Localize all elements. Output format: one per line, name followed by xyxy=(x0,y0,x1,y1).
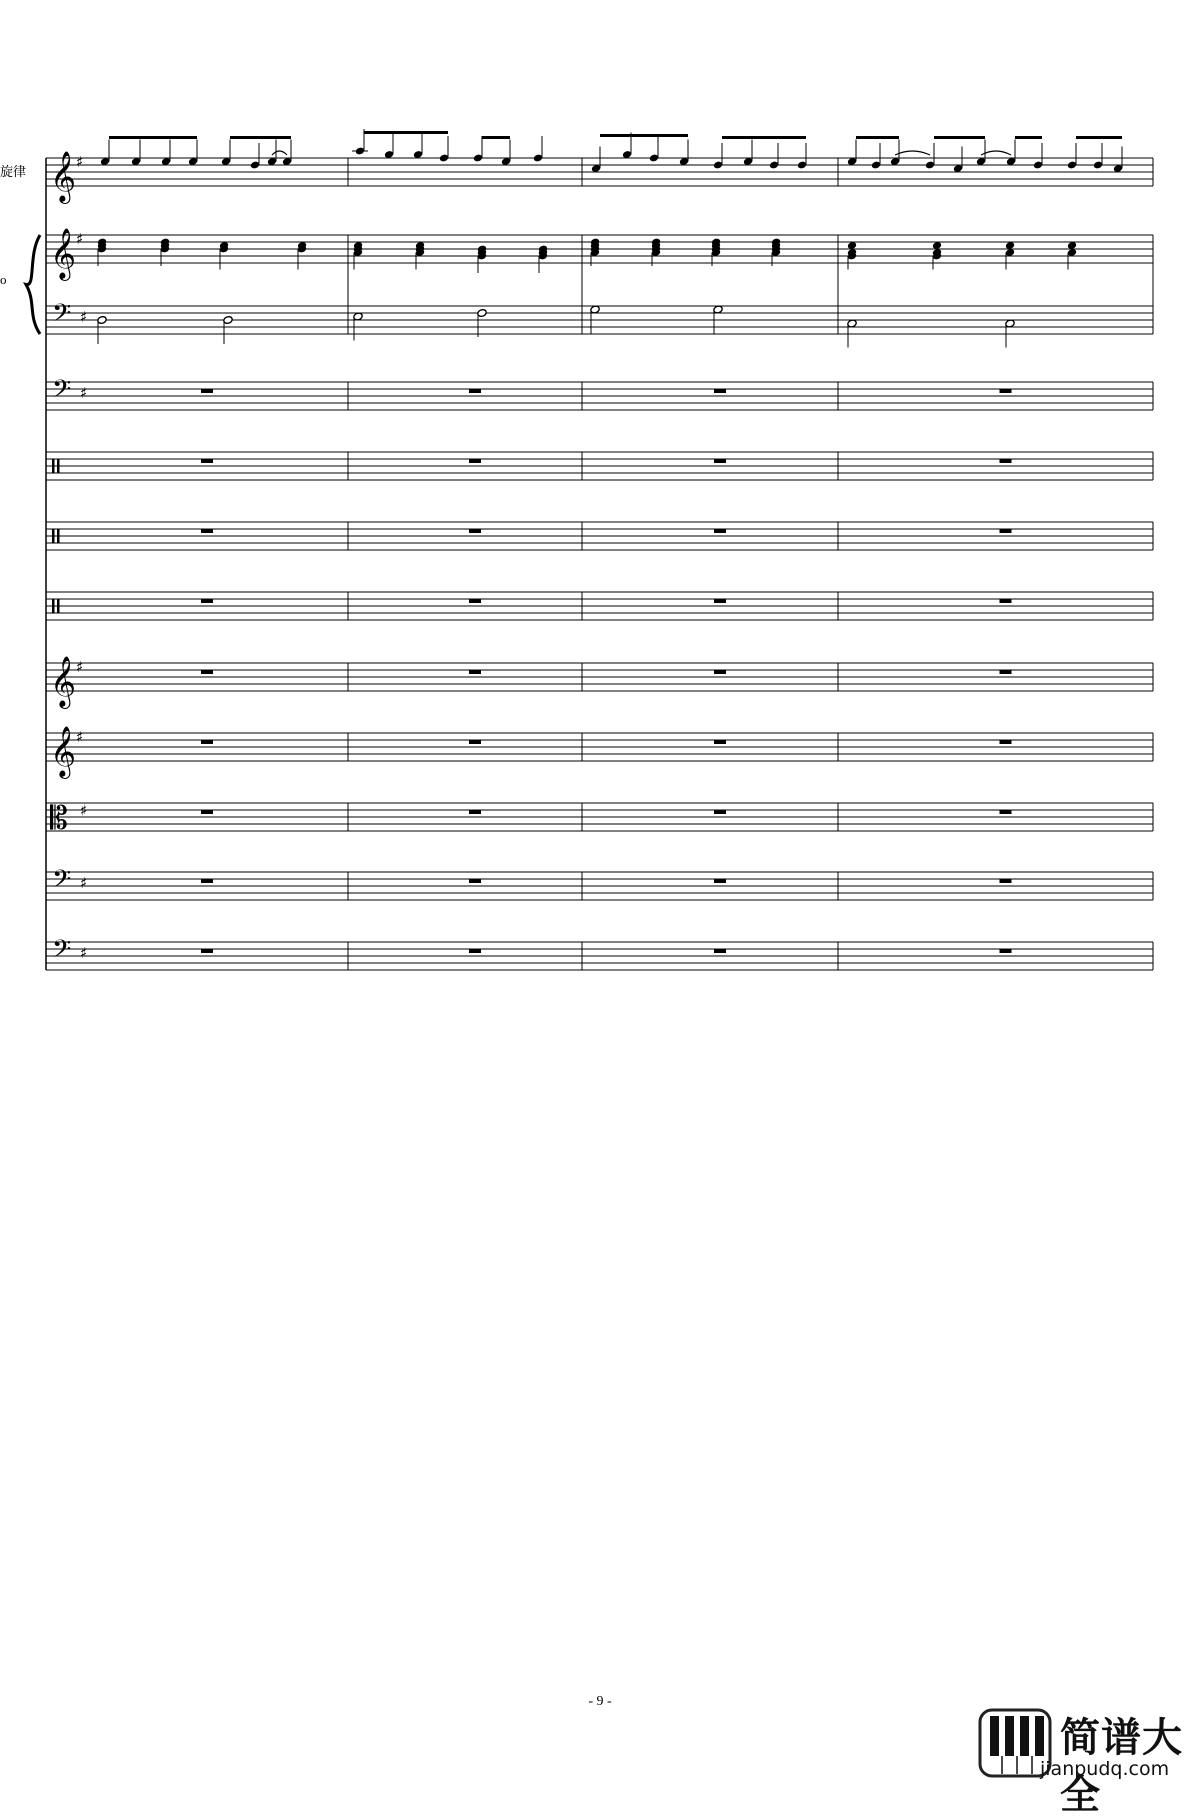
staff-9-treble-clef-icon: 𝄞 xyxy=(50,726,77,777)
melody-beam xyxy=(1076,136,1122,139)
piano-left-bass-clef-icon: 𝄢 xyxy=(52,299,72,334)
staff-10-whole-rest xyxy=(1000,810,1012,814)
piano-brace xyxy=(26,235,40,334)
staff-4-whole-rest xyxy=(469,389,481,393)
melody-beam xyxy=(600,134,688,137)
piano-instrument-label: o xyxy=(0,272,7,287)
piano-right-treble-clef-icon: 𝄞 xyxy=(50,228,77,279)
staff-11-whole-rest xyxy=(201,879,213,883)
staff-10-whole-rest xyxy=(469,810,481,814)
staff-6-percussion-clef-icon xyxy=(57,529,60,543)
staff-6-whole-rest xyxy=(714,529,726,533)
staff-8-whole-rest xyxy=(469,670,481,674)
watermark-url: jianpudq.com xyxy=(1040,1758,1170,1780)
staff-9-whole-rest xyxy=(1000,740,1012,744)
staff-12-whole-rest xyxy=(714,949,726,953)
melody-beam xyxy=(230,136,291,139)
staff-6-whole-rest xyxy=(1000,529,1012,533)
staff-8-whole-rest xyxy=(1000,670,1012,674)
piano-right-key-sharp-icon: ♯ xyxy=(76,230,84,248)
staff-8-whole-rest xyxy=(714,670,726,674)
melody-beam xyxy=(364,131,448,134)
melody-beam xyxy=(934,136,985,139)
staff-4-whole-rest xyxy=(714,389,726,393)
piano-left-key-sharp-icon: ♯ xyxy=(80,308,88,326)
staff-7-whole-rest xyxy=(201,599,213,603)
staff-12-whole-rest xyxy=(201,949,213,953)
staff-11-key-sharp-icon: ♯ xyxy=(80,874,88,892)
staff-12-whole-rest xyxy=(469,949,481,953)
staff-8-treble-clef-icon: 𝄞 xyxy=(50,656,77,707)
staff-11-whole-rest xyxy=(1000,879,1012,883)
staff-9-whole-rest xyxy=(469,740,481,744)
staff-10-whole-rest xyxy=(714,810,726,814)
staff-7-percussion-clef-icon xyxy=(52,599,55,613)
staff-4-whole-rest xyxy=(1000,389,1012,393)
staff-10-whole-rest xyxy=(201,810,213,814)
staff-7-whole-rest xyxy=(1000,599,1012,603)
watermark-title: 简谱大全 xyxy=(1060,1715,1183,1818)
melody-instrument-label: 旋律 xyxy=(0,164,27,179)
staff-5-whole-rest xyxy=(1000,459,1012,463)
staff-5-whole-rest xyxy=(201,459,213,463)
staff-12-key-sharp-icon: ♯ xyxy=(80,944,88,962)
melody-beam xyxy=(482,136,510,139)
staff-8-key-sharp-icon: ♯ xyxy=(76,658,84,676)
staff-7-whole-rest xyxy=(714,599,726,603)
staff-7-whole-rest xyxy=(469,599,481,603)
staff-9-whole-rest xyxy=(201,740,213,744)
melody-beam xyxy=(722,136,806,139)
staff-4-whole-rest xyxy=(201,389,213,393)
staff-11-whole-rest xyxy=(469,879,481,883)
staff-5-whole-rest xyxy=(469,459,481,463)
staff-5-percussion-clef-icon xyxy=(52,459,55,473)
staff-10-key-sharp-icon: ♯ xyxy=(80,801,88,820)
staff-5-whole-rest xyxy=(714,459,726,463)
page-number: - 9 - xyxy=(588,1694,612,1709)
melody-treble-clef-icon: 𝄞 xyxy=(50,151,77,202)
melody-beam xyxy=(856,136,899,139)
staff-4-bass-clef-icon: 𝄢 xyxy=(52,375,72,410)
staff-6-whole-rest xyxy=(201,529,213,533)
staff-11-bass-clef-icon: 𝄢 xyxy=(52,865,72,900)
staff-9-key-sharp-icon: ♯ xyxy=(76,728,84,746)
staff-10-alto-clef-icon: 𝄡 xyxy=(50,799,68,837)
staff-9-whole-rest xyxy=(714,740,726,744)
staff-6-percussion-clef-icon xyxy=(52,529,55,543)
staff-12-bass-clef-icon: 𝄢 xyxy=(52,935,72,970)
staff-7-percussion-clef-icon xyxy=(57,599,60,613)
staff-4-key-sharp-icon: ♯ xyxy=(80,384,88,402)
melody-key-sharp-icon: ♯ xyxy=(76,153,84,171)
staff-8-whole-rest xyxy=(201,670,213,674)
staff-5-percussion-clef-icon xyxy=(57,459,60,473)
melody-tie xyxy=(272,151,287,155)
melody-beam xyxy=(1015,136,1042,139)
staff-11-whole-rest xyxy=(714,879,726,883)
melody-tie xyxy=(895,151,930,155)
staff-12-whole-rest xyxy=(1000,949,1012,953)
melody-beam xyxy=(109,136,197,139)
staff-6-whole-rest xyxy=(469,529,481,533)
